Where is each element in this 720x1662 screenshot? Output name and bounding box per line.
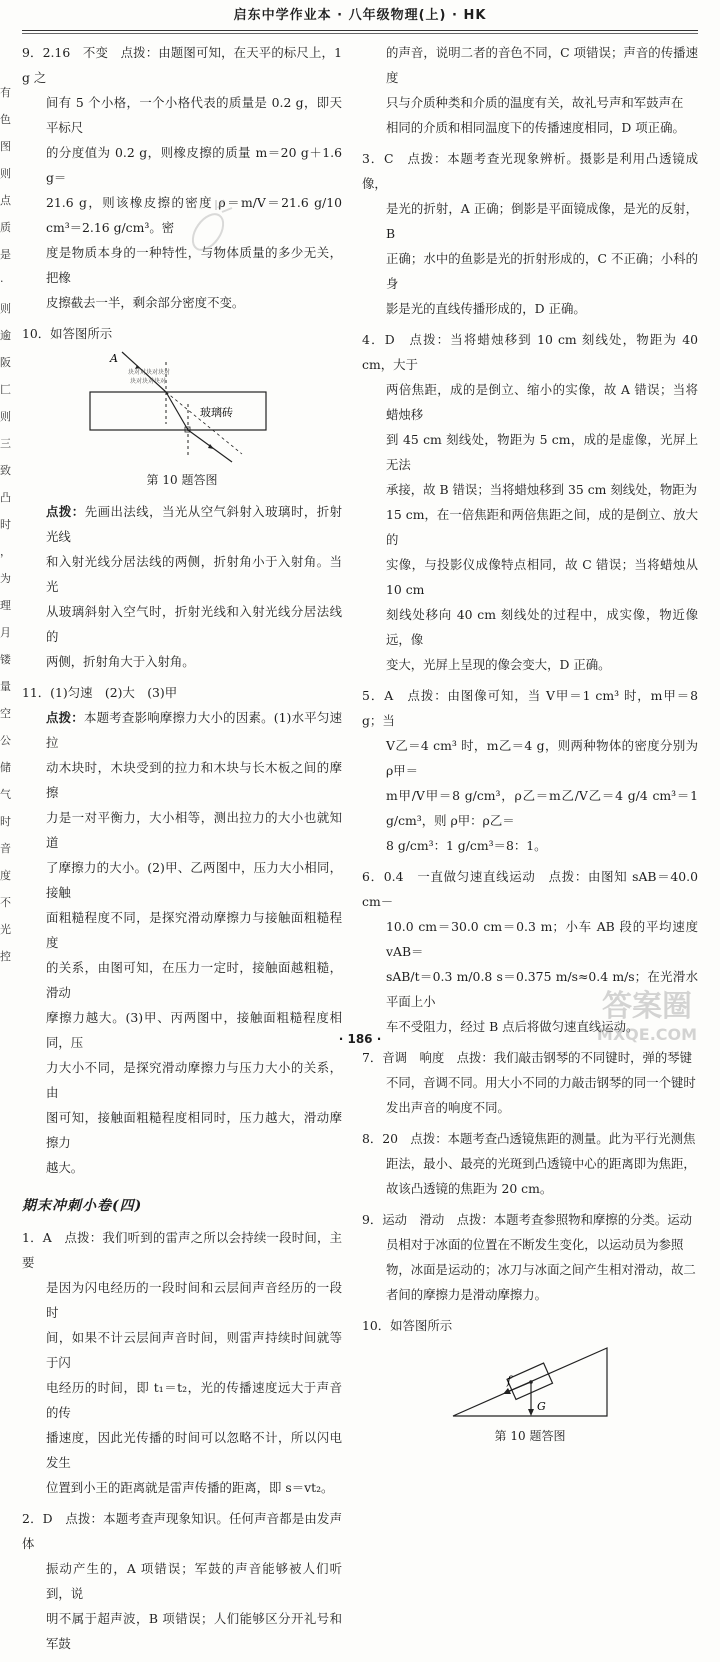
- text-line: 21.6 g，则该橡皮擦的密度 ρ＝m/V＝21.6 g/10 cm³＝2.16 g/cm³。密: [46, 195, 342, 235]
- text-line: 到 45 cm 刻线处，物距为 5 cm，成的是虚像，光屏上无法: [386, 432, 698, 472]
- refracted-ray: [166, 392, 188, 430]
- text-line: 3．C 点拨：本题考查光现象辨析。摄影是利用凸透镜成像，: [362, 151, 698, 191]
- header-rule-thin: [22, 33, 698, 34]
- margin-char: 公: [0, 734, 11, 747]
- answer-9: [22, 40, 342, 315]
- text-line: 电经历的时间，即 t₁＝t₂，光的传播速度远大于声音的传: [46, 1380, 342, 1420]
- glass-label: 玻璃砖: [200, 406, 233, 419]
- margin-char: 为: [0, 572, 11, 585]
- answer-s2-continued: [362, 40, 698, 140]
- text-line: V乙＝4 cm³ 时，m乙＝4 g，则两种物体的密度分别为 ρ甲＝: [386, 738, 698, 778]
- watermark-url: MXQE.COM: [596, 1025, 698, 1044]
- hint-label: 点拨：: [46, 504, 85, 519]
- text-line: 6．0.4 一直做匀速直线运动 点拨：由图知 sAB＝40.0 cm－: [362, 869, 698, 909]
- margin-char: 匚: [0, 383, 11, 396]
- question-head: 10．如答图所示: [22, 326, 113, 341]
- margin-char: 控: [0, 950, 11, 963]
- extension-line: [166, 392, 242, 454]
- text-line: 力是一对平衡力，大小相等，测出拉力的大小也就知道: [46, 810, 342, 850]
- figure-caption: 第 10 题答图: [494, 1429, 566, 1443]
- incline-force-diagram: [445, 1340, 615, 1422]
- text-line: 皮擦截去一半，剩余部分密度不变。: [46, 295, 245, 310]
- margin-char: 储: [0, 761, 11, 774]
- margin-char: 三: [0, 437, 11, 450]
- margin-char: 月: [0, 626, 11, 639]
- text-line: 面粗糙程度不同，是探究滑动摩擦力与接触面粗糙程度: [46, 910, 342, 950]
- text-line: 车不受阻力，经过 B 点后将做匀速直线运动。: [386, 1019, 639, 1034]
- answer-s8: [362, 1126, 698, 1201]
- answer-s1: [22, 1225, 342, 1500]
- margin-char: 则: [0, 302, 11, 315]
- center-of-mass: [529, 1380, 533, 1384]
- text-line: 15 cm，在一倍焦距和两倍焦距之间，成的是倒立、放大的: [386, 507, 698, 547]
- margin-char: 量: [0, 680, 11, 693]
- text-line: 不同，音调不同。用大小不同的力敲击钢琴的同一个键时: [386, 1075, 696, 1090]
- text-line: 摩擦力越大。(3)甲、丙两图中，接触面粗糙程度相同，压: [46, 1010, 342, 1050]
- text-line: 物，冰面是运动的；冰刀与冰面之间产生相对滑动，故二: [386, 1262, 696, 1277]
- margin-char: 光: [0, 923, 11, 936]
- header-rule: [22, 30, 698, 31]
- text-line: 发出声音的响度不同。: [386, 1100, 510, 1115]
- text-line: 是因为闪电经历的一段时间和云层间声音经历的一段时: [46, 1280, 342, 1320]
- margin-char: 凸: [0, 491, 11, 504]
- force-label-f: f: [507, 1374, 512, 1387]
- margin-char: 度: [0, 869, 11, 882]
- answer-s9: [362, 1207, 698, 1307]
- text-line: 影是光的直线传播形成的，D 正确。: [386, 301, 586, 316]
- hint-label: 点拨：: [46, 710, 84, 725]
- text-line: 图可知，接触面粗糙程度相同时，压力越大，滑动摩擦力: [46, 1110, 342, 1150]
- watermark-text: 答案圈: [602, 989, 692, 1024]
- margin-char: 色: [0, 113, 11, 126]
- text-line: 越大。: [46, 1160, 84, 1175]
- margin-char: 音: [0, 842, 11, 855]
- text-line: 1．A 点拨：我们听到的雷声之所以会持续一段时间，主要: [22, 1230, 342, 1270]
- text-line: 是光的折射，A 正确；倒影是平面镜成像，是光的反射，B: [386, 201, 698, 241]
- text-line: 8．20 点拨：本题考查凸透镜焦距的测量。此为平行光测焦: [362, 1131, 696, 1146]
- watermark-logo: [582, 978, 712, 1048]
- text-line: 力大小不同，是探究滑动摩擦力与压力大小的关系，由: [46, 1060, 342, 1100]
- header-title: 启东中学作业本 · 八年级物理(上) · HK: [233, 8, 487, 23]
- text-line: 4．D 点拨：当将蜡烛移到 10 cm 刻线处，物距为 40 cm，大于: [362, 332, 698, 372]
- text-line: 者间的摩擦力是滑动摩擦力。: [386, 1287, 548, 1302]
- margin-char: ，: [0, 545, 11, 558]
- text-line: 5．A 点拨：由图像可知，当 V甲＝1 cm³ 时，m甲＝8 g；当: [362, 688, 698, 728]
- text-line: 8 g/cm³：1 g/cm³＝8：1。: [386, 838, 547, 853]
- text-line: 位置到小王的距离就是雷声传播的距离，即 s＝vt₂。: [46, 1480, 334, 1495]
- margin-char: 时: [0, 518, 11, 531]
- text-line: sAB/t＝0.3 m/0.8 s＝0.375 m/s≈0.4 m/s；在光滑水平面上小: [386, 969, 698, 1009]
- left-column: [22, 40, 342, 1662]
- margin-char: 点: [0, 194, 11, 207]
- text-line: 相同的介质和相同温度下的传播速度相同，D 项正确。: [386, 120, 685, 135]
- text-line: 正确；水中的鱼影是光的折射形成的，C 不正确；小科的身: [386, 251, 698, 291]
- text-line: 2．D 点拨：本题考查声现象知识。任何声音都是由发声体: [22, 1511, 342, 1551]
- arrow-down-icon: [528, 1409, 534, 1416]
- margin-char: 图: [0, 140, 11, 153]
- margin-char: 是: [0, 248, 11, 261]
- text-line: 间有 5 个小格，一个小格代表的质量是 0.2 g，即天平标尺: [46, 95, 342, 135]
- answer-10: [22, 321, 342, 674]
- answer-s5: [362, 683, 698, 858]
- answer-s4: [362, 327, 698, 677]
- margin-char: 致: [0, 464, 11, 477]
- margin-char: 理: [0, 599, 11, 612]
- text-line: 实像，与投影仪成像特点相同，故 C 错误；当将蜡烛从 10 cm: [386, 557, 698, 597]
- margin-char: 不: [0, 896, 11, 909]
- margin-char: ·: [0, 275, 4, 288]
- tiny-label: 块对块对块对: [130, 378, 167, 385]
- answer-s7: [362, 1045, 698, 1120]
- text-line: 10.0 cm＝30.0 cm＝0.3 m；小车 AB 段的平均速度 vAB＝: [386, 919, 698, 959]
- page-header: [0, 0, 720, 34]
- answer-s3: [362, 146, 698, 321]
- text-line: 振动产生的，A 项错误；军鼓的声音能够被人们听到，说: [46, 1561, 342, 1601]
- section-title: 期末冲刺小卷(四): [22, 1198, 143, 1214]
- text-line: 从玻璃斜射入空气时，折射光线和入射光线分居法线的: [46, 604, 342, 644]
- right-column: [362, 40, 698, 1455]
- text-line: 故该凸透镜的焦距为 20 cm。: [386, 1181, 553, 1196]
- text-line: 的声音，说明二者的音色不同，C 项错误；声音的传播速度: [386, 45, 698, 85]
- text-line: 只与介质种类和介质的温度有关，故礼号声和军鼓声在: [386, 95, 684, 110]
- margin-char: 空: [0, 707, 11, 720]
- text-line: 本题考查影响摩擦力大小的因素。(1)水平匀速拉: [46, 710, 342, 750]
- text-line: 7．音调 响度 点拨：我们敲击钢琴的不同键时，弹的琴键: [362, 1050, 693, 1065]
- margin-char: 气: [0, 788, 11, 801]
- force-label-G: G: [537, 1400, 546, 1413]
- glass-block: [90, 392, 266, 430]
- text-line: 先画出法线，当光从空气斜射入玻璃时，折射光线: [46, 504, 343, 544]
- text-line: 变大，光屏上呈现的像会变大，D 正确。: [386, 657, 611, 672]
- margin-char: 阪: [0, 356, 11, 369]
- margin-char: 则: [0, 410, 11, 423]
- margin-char: 质: [0, 221, 11, 234]
- answer-s10: [362, 1313, 698, 1449]
- text-line: 动木块时，木块受到的拉力和木块与长木板之间的摩擦: [46, 760, 342, 800]
- text-line: 了摩擦力的大小。(2)甲、乙两图中，压力大小相同，接触: [46, 860, 342, 900]
- text-line: 明不属于超声波，B 项错误；人们能够区分开礼号和军鼓: [46, 1611, 342, 1651]
- figure-caption: 第 10 题答图: [146, 473, 218, 487]
- question-head: 10．如答图所示: [362, 1318, 453, 1333]
- text-line: 和入射光线分居法线的两侧，折射角小于入射角。当光: [46, 554, 342, 594]
- text-line: 间，如果不计云层间声音时间，则雷声持续时间就等于闪: [46, 1330, 342, 1370]
- text-line: 距法，最小、最亮的光斑到凸透镜中心的距离即为焦距，: [386, 1156, 696, 1171]
- margin-char: 有: [0, 86, 11, 99]
- answer-s2: [22, 1506, 342, 1656]
- left-margin-fragments: [0, 80, 12, 971]
- text-line: 两倍焦距，成的是倒立、缩小的实像，故 A 错误；当将蜡烛移: [386, 382, 698, 422]
- tiny-label: 块对对块对块对: [128, 369, 171, 376]
- text-line: 刻线处移向 40 cm 刻线处的过程中，成实像，物近像远，像: [386, 607, 698, 647]
- margin-char: 逾: [0, 329, 11, 342]
- margin-char: 时: [0, 815, 11, 828]
- text-line: 承接，故 B 错误；当将蜡烛移到 35 cm 刻线处，物距为: [386, 482, 698, 497]
- text-line: 两侧，折射角大于入射角。: [46, 654, 195, 669]
- text-line: 播速度，因此光传播的时间可以忽略不计，所以闪电发生: [46, 1430, 342, 1470]
- question-head: 11．(1)匀速 (2)大 (3)甲: [22, 685, 178, 700]
- answer-11: [22, 680, 342, 1180]
- text-line: 的分度值为 0.2 g，则橡皮擦的质量 m＝20 g＋1.6 g＝: [46, 145, 342, 185]
- text-line: 的关系，由图可知，在压力一定时，接触面越粗糙，滑动: [46, 960, 342, 1000]
- text-line: 9．运动 滑动 点拨：本题考查参照物和摩擦的分类。运动: [362, 1212, 693, 1227]
- refraction-diagram: [82, 348, 282, 466]
- text-line: m甲/V甲＝8 g/cm³，ρ乙＝m乙/V乙＝4 g/4 cm³＝1 g/cm³，则 ρ甲：ρ乙＝: [386, 788, 698, 828]
- carrot-stamp-icon: [178, 198, 238, 258]
- text-line: 员相对于冰面的位置在不断发生变化，以运动员为参照: [386, 1237, 684, 1252]
- text-line: 度是物质本身的一种特性，与物体质量的多少无关，把橡: [46, 245, 342, 285]
- margin-char: 镂: [0, 653, 11, 666]
- point-label-A: A: [110, 352, 118, 365]
- page-number: · 186 ·: [338, 1032, 382, 1046]
- margin-char: 则: [0, 167, 11, 180]
- text-line: 9．2.16 不变 点拨：由题图可知，在天平的标尺上，1 g 之: [22, 45, 342, 85]
